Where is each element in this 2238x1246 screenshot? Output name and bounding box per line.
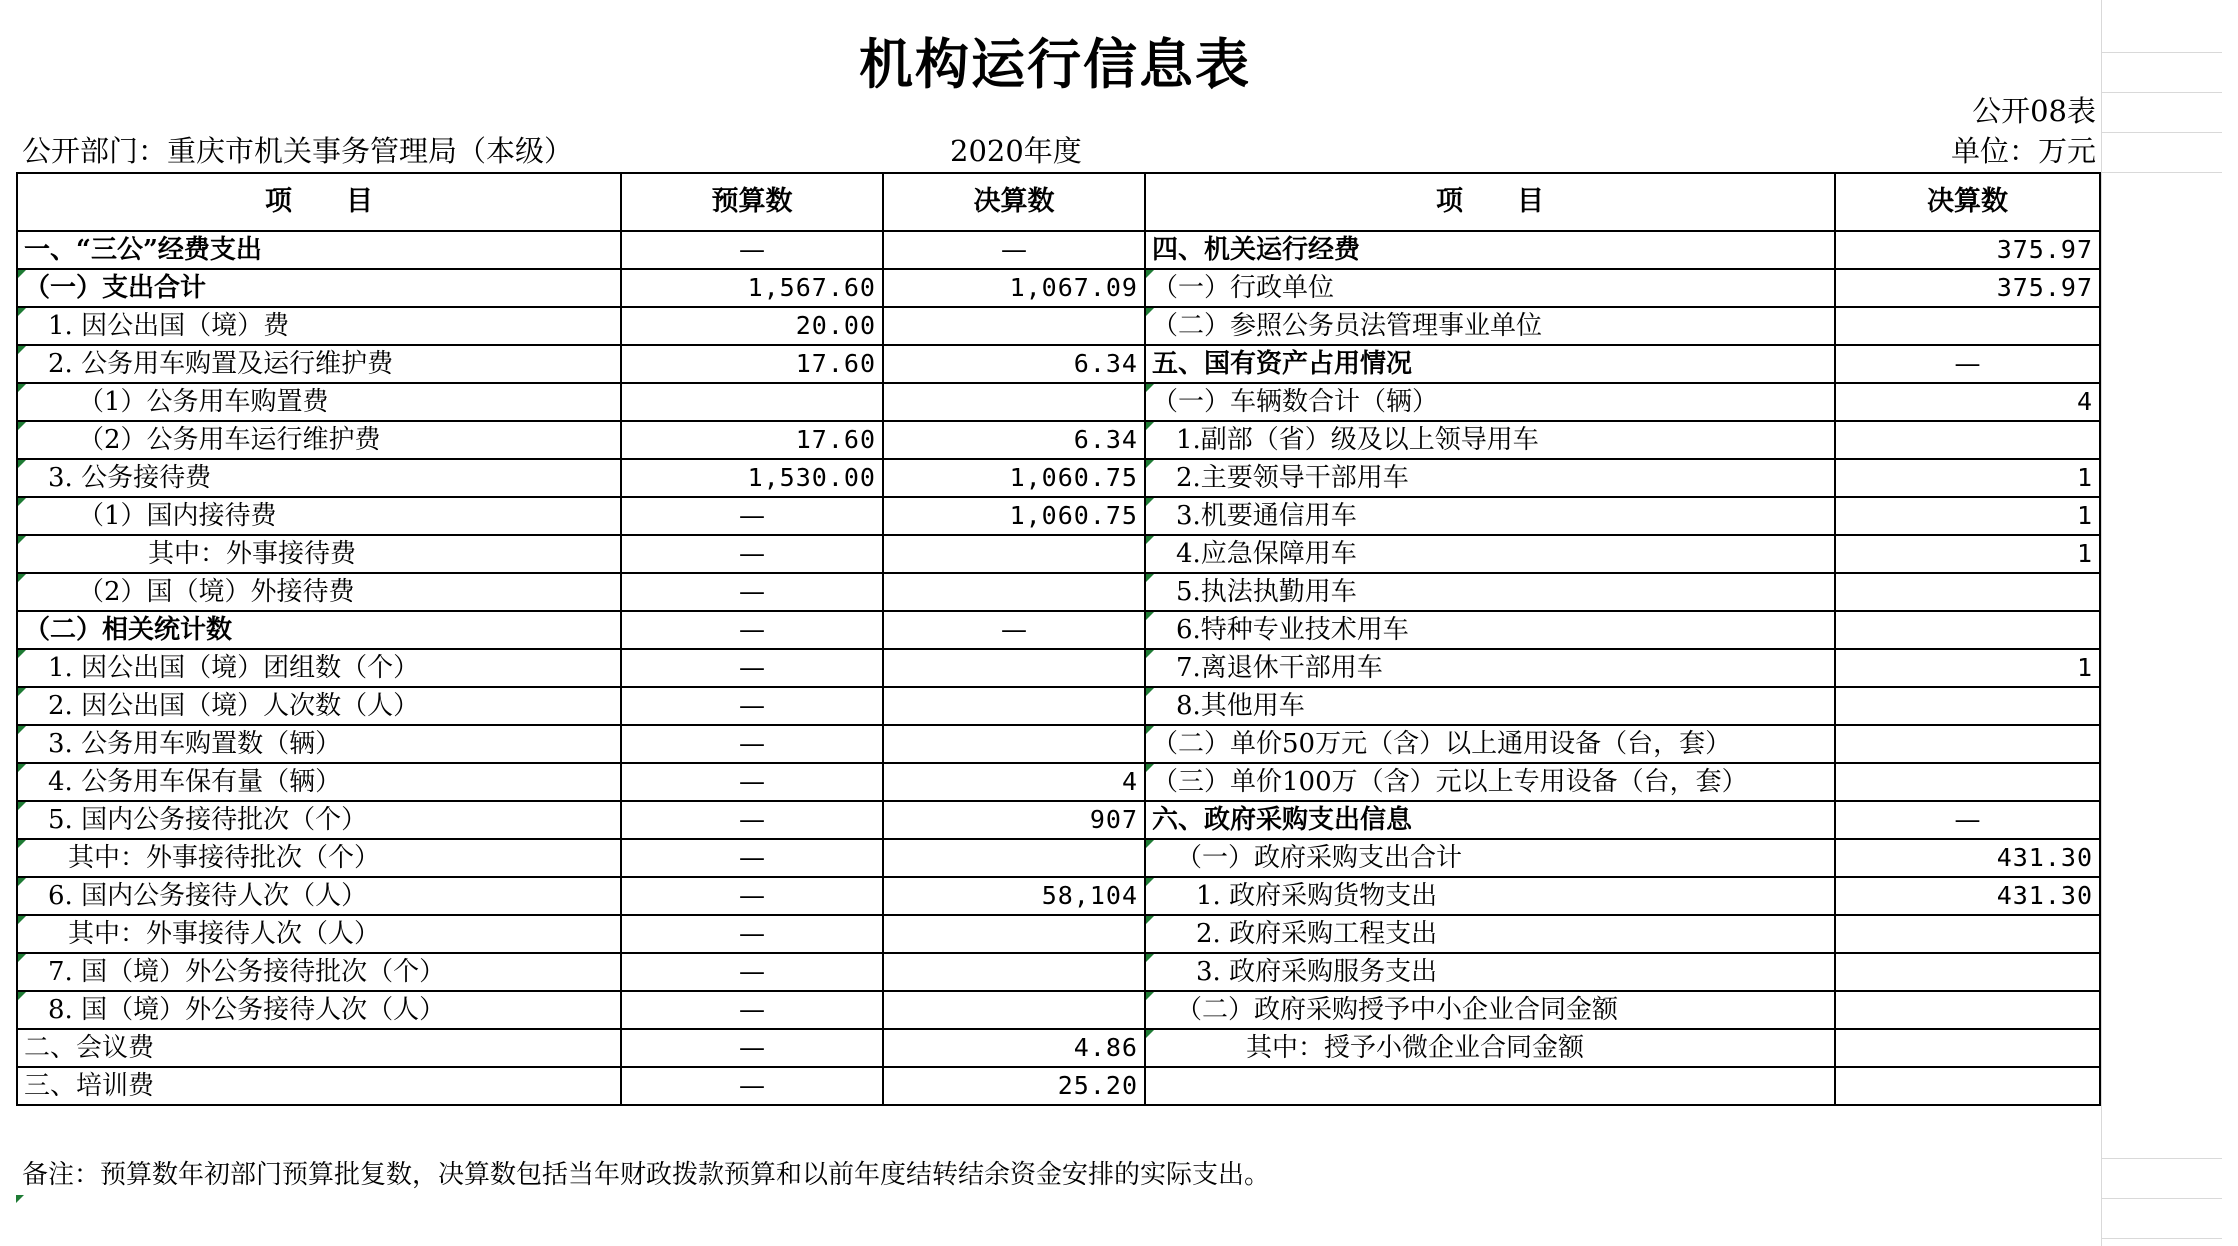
right-item-label[interactable]: 5.执法执勤用车 xyxy=(1145,573,1835,611)
table-row xyxy=(17,611,2100,649)
right-final-cell[interactable] xyxy=(1835,915,2100,953)
left-item-label[interactable]: 6. 国内公务接待人次（人） xyxy=(17,877,621,915)
header-budget: 预算数 xyxy=(621,173,883,231)
right-final-cell[interactable]: 1 xyxy=(1835,497,2100,535)
right-item-label[interactable]: （一）车辆数合计（辆） xyxy=(1145,383,1835,421)
table-row xyxy=(17,687,2100,725)
right-item-label[interactable]: 8.其他用车 xyxy=(1145,687,1835,725)
left-item-label[interactable]: 其中：外事接待人次（人） xyxy=(17,915,621,953)
left-item-label[interactable]: 1. 因公出国（境）费 xyxy=(17,307,621,345)
budget-cell[interactable]: — xyxy=(621,991,883,1029)
left-item-label[interactable]: 1. 因公出国（境）团组数（个） xyxy=(17,649,621,687)
right-final-cell[interactable]: 375.97 xyxy=(1835,231,2100,269)
header-final-left: 决算数 xyxy=(883,173,1145,231)
right-item-label[interactable]: 7.离退休干部用车 xyxy=(1145,649,1835,687)
right-item-label[interactable]: 4.应急保障用车 xyxy=(1145,535,1835,573)
final-cell[interactable]: — xyxy=(883,611,1145,649)
table-row xyxy=(17,459,2100,497)
table-row xyxy=(17,649,2100,687)
table-row xyxy=(17,953,2100,991)
table-note: 备注：预算数年初部门预算批复数，决算数包括当年财政拨款预算和以前年度结转结余资金安排的实际支出。 xyxy=(22,1160,1271,1190)
final-cell[interactable] xyxy=(883,687,1145,725)
right-item-label[interactable]: 3.机要通信用车 xyxy=(1145,497,1835,535)
table-row xyxy=(17,801,2100,839)
table-row xyxy=(17,991,2100,1029)
left-item-label[interactable]: 其中：外事接待费 xyxy=(17,535,621,573)
gridline xyxy=(2102,52,2222,53)
table-row xyxy=(17,497,2100,535)
budget-cell[interactable]: — xyxy=(621,497,883,535)
cell-marker xyxy=(16,1195,24,1203)
right-item-label[interactable]: 2.主要领导干部用车 xyxy=(1145,459,1835,497)
final-cell[interactable] xyxy=(883,383,1145,421)
table-row xyxy=(17,763,2100,801)
final-cell[interactable]: 4.86 xyxy=(883,1029,1145,1067)
right-final-cell[interactable] xyxy=(1835,725,2100,763)
final-cell[interactable]: 1,060.75 xyxy=(883,497,1145,535)
left-item-label[interactable]: 3. 公务用车购置数（辆） xyxy=(17,725,621,763)
right-item-label[interactable]: （二）政府采购授予中小企业合同金额 xyxy=(1145,991,1835,1029)
right-final-cell[interactable] xyxy=(1835,991,2100,1029)
table-row xyxy=(17,307,2100,345)
budget-cell[interactable]: 17.60 xyxy=(621,421,883,459)
final-cell[interactable] xyxy=(883,839,1145,877)
right-final-cell[interactable]: 1 xyxy=(1835,649,2100,687)
final-cell[interactable]: — xyxy=(883,231,1145,269)
right-final-cell[interactable]: 4 xyxy=(1835,383,2100,421)
left-item-label[interactable]: 2. 公务用车购置及运行维护费 xyxy=(17,345,621,383)
header-item-right: 项 目 xyxy=(1145,173,1835,231)
table-row xyxy=(17,1067,2100,1105)
left-item-label[interactable]: 4. 公务用车保有量（辆） xyxy=(17,763,621,801)
budget-cell[interactable]: 20.00 xyxy=(621,307,883,345)
final-cell[interactable] xyxy=(883,991,1145,1029)
form-number: 公开08表 xyxy=(1972,94,2096,128)
left-item-label[interactable]: （2）国（境）外接待费 xyxy=(17,573,621,611)
table-row xyxy=(17,269,2100,307)
right-final-cell[interactable] xyxy=(1835,307,2100,345)
table-row xyxy=(17,231,2100,269)
right-item-label[interactable]: 3. 政府采购服务支出 xyxy=(1145,953,1835,991)
header-item-left: 项 目 xyxy=(17,173,621,231)
right-item-label[interactable]: 2. 政府采购工程支出 xyxy=(1145,915,1835,953)
budget-cell[interactable]: — xyxy=(621,725,883,763)
budget-cell[interactable] xyxy=(621,383,883,421)
right-item-label[interactable]: 6.特种专业技术用车 xyxy=(1145,611,1835,649)
right-final-cell[interactable]: 1 xyxy=(1835,535,2100,573)
gridline xyxy=(2102,92,2222,93)
right-item-label[interactable]: 五、国有资产占用情况 xyxy=(1145,345,1835,383)
budget-cell[interactable]: 17.60 xyxy=(621,345,883,383)
left-item-label[interactable]: （1）国内接待费 xyxy=(17,497,621,535)
table-row xyxy=(17,421,2100,459)
final-cell[interactable] xyxy=(883,725,1145,763)
final-cell[interactable] xyxy=(883,307,1145,345)
table-row xyxy=(17,839,2100,877)
table-row xyxy=(17,877,2100,915)
gridline xyxy=(2102,132,2222,133)
budget-cell[interactable]: — xyxy=(621,801,883,839)
left-item-label[interactable]: （二）相关统计数 xyxy=(17,611,621,649)
final-cell[interactable]: 6.34 xyxy=(883,421,1145,459)
table-row xyxy=(17,915,2100,953)
right-final-cell[interactable] xyxy=(1835,763,2100,801)
budget-cell[interactable]: — xyxy=(621,1029,883,1067)
budget-cell[interactable]: — xyxy=(621,687,883,725)
final-cell[interactable]: 25.20 xyxy=(883,1067,1145,1105)
final-cell[interactable]: 6.34 xyxy=(883,345,1145,383)
right-item-label[interactable]: 其中：授予小微企业合同金额 xyxy=(1145,1029,1835,1067)
right-final-cell[interactable] xyxy=(1835,421,2100,459)
right-item-label[interactable]: （二）单价50万元（含）以上通用设备（台，套） xyxy=(1145,725,1835,763)
final-cell[interactable] xyxy=(883,953,1145,991)
info-table xyxy=(16,172,2101,1106)
right-final-cell[interactable] xyxy=(1835,1029,2100,1067)
right-final-cell[interactable]: 431.30 xyxy=(1835,877,2100,915)
left-item-label[interactable]: 2. 因公出国（境）人次数（人） xyxy=(17,687,621,725)
budget-cell[interactable]: 1,530.00 xyxy=(621,459,883,497)
left-item-label[interactable]: 5. 国内公务接待批次（个） xyxy=(17,801,621,839)
right-item-label[interactable]: 1.副部（省）级及以上领导用车 xyxy=(1145,421,1835,459)
budget-cell[interactable]: — xyxy=(621,573,883,611)
right-final-cell[interactable] xyxy=(1835,1067,2100,1105)
right-final-cell[interactable]: 375.97 xyxy=(1835,269,2100,307)
right-final-cell[interactable]: 1 xyxy=(1835,459,2100,497)
budget-cell[interactable]: — xyxy=(621,535,883,573)
gridline xyxy=(2102,172,2222,173)
right-item-label[interactable]: 1. 政府采购货物支出 xyxy=(1145,877,1835,915)
budget-cell[interactable]: — xyxy=(621,1067,883,1105)
final-cell[interactable]: 907 xyxy=(883,801,1145,839)
table-row xyxy=(17,725,2100,763)
budget-cell[interactable]: — xyxy=(621,953,883,991)
department-label: 公开部门：重庆市机关事务管理局（本级） xyxy=(22,134,574,168)
right-item-label[interactable]: （二）参照公务员法管理事业单位 xyxy=(1145,307,1835,345)
left-item-label[interactable]: （1）公务用车购置费 xyxy=(17,383,621,421)
table-row xyxy=(17,345,2100,383)
budget-cell[interactable]: — xyxy=(621,649,883,687)
right-final-cell[interactable] xyxy=(1835,953,2100,991)
final-cell[interactable]: 58,104 xyxy=(883,877,1145,915)
right-item-label[interactable]: 四、机关运行经费 xyxy=(1145,231,1835,269)
spreadsheet-gridlines xyxy=(2101,0,2222,1246)
right-item-label[interactable] xyxy=(1145,1067,1835,1105)
header-row xyxy=(17,173,2100,231)
right-final-cell[interactable]: — xyxy=(1835,345,2100,383)
left-item-label[interactable]: （一）支出合计 xyxy=(17,269,621,307)
table-row xyxy=(17,1029,2100,1067)
left-item-label[interactable]: 二、会议费 xyxy=(17,1029,621,1067)
budget-cell[interactable]: 1,567.60 xyxy=(621,269,883,307)
right-final-cell[interactable]: — xyxy=(1835,801,2100,839)
final-cell[interactable]: 1,067.09 xyxy=(883,269,1145,307)
right-final-cell[interactable] xyxy=(1835,573,2100,611)
final-cell[interactable] xyxy=(883,535,1145,573)
header-final-right: 决算数 xyxy=(1835,173,2100,231)
left-item-label[interactable]: 3. 公务接待费 xyxy=(17,459,621,497)
final-cell[interactable] xyxy=(883,649,1145,687)
budget-cell[interactable]: — xyxy=(621,839,883,877)
gridline xyxy=(2102,1238,2222,1239)
right-final-cell[interactable] xyxy=(1835,687,2100,725)
gridline xyxy=(2102,1198,2222,1199)
left-item-label[interactable]: 其中：外事接待批次（个） xyxy=(17,839,621,877)
budget-cell[interactable]: — xyxy=(621,611,883,649)
left-item-label[interactable]: 三、培训费 xyxy=(17,1067,621,1105)
budget-cell[interactable]: — xyxy=(621,763,883,801)
fiscal-year: 2020年度 xyxy=(950,134,1082,168)
left-item-label[interactable]: 7. 国（境）外公务接待批次（个） xyxy=(17,953,621,991)
right-item-label[interactable]: 六、政府采购支出信息 xyxy=(1145,801,1835,839)
table-row xyxy=(17,383,2100,421)
left-item-label[interactable]: 一、“三公”经费支出 xyxy=(17,231,621,269)
right-item-label[interactable]: （三）单价100万（含）元以上专用设备（台，套） xyxy=(1145,763,1835,801)
budget-cell[interactable]: — xyxy=(621,915,883,953)
final-cell[interactable]: 1,060.75 xyxy=(883,459,1145,497)
final-cell[interactable] xyxy=(883,915,1145,953)
right-final-cell[interactable]: 431.30 xyxy=(1835,839,2100,877)
right-item-label[interactable]: （一）行政单位 xyxy=(1145,269,1835,307)
right-final-cell[interactable] xyxy=(1835,611,2100,649)
budget-cell[interactable]: — xyxy=(621,231,883,269)
left-item-label[interactable]: （2）公务用车运行维护费 xyxy=(17,421,621,459)
budget-cell[interactable]: — xyxy=(621,877,883,915)
unit-label: 单位：万元 xyxy=(1950,134,2096,168)
final-cell[interactable]: 4 xyxy=(883,763,1145,801)
table-row xyxy=(17,573,2100,611)
gridline xyxy=(2102,1158,2222,1159)
table-row xyxy=(17,535,2100,573)
final-cell[interactable] xyxy=(883,573,1145,611)
left-item-label[interactable]: 8. 国（境）外公务接待人次（人） xyxy=(17,991,621,1029)
page-title: 机构运行信息表 xyxy=(859,33,1251,96)
right-item-label[interactable]: （一）政府采购支出合计 xyxy=(1145,839,1835,877)
